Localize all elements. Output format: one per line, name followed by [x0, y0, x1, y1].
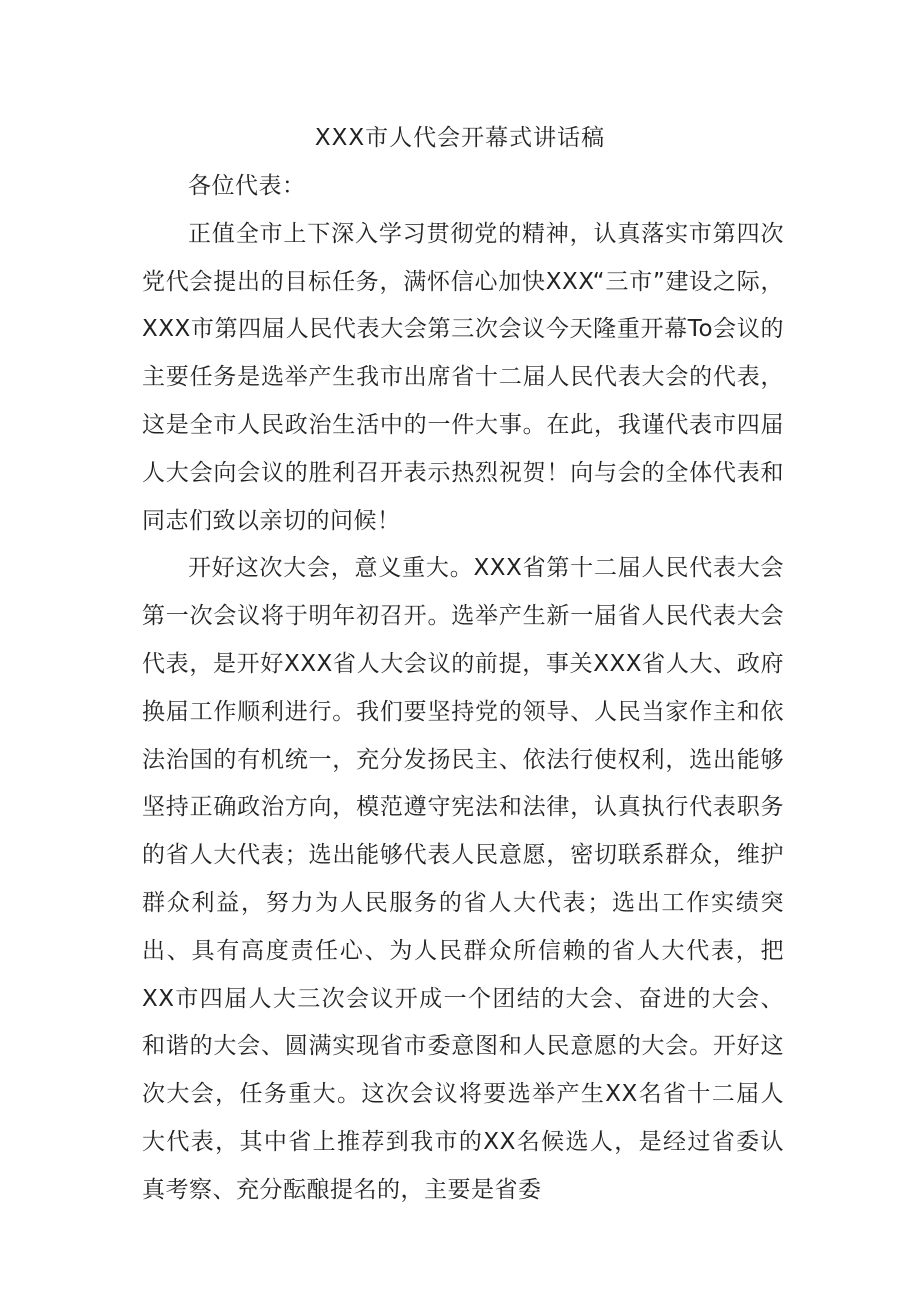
salutation: 各位代表： [188, 173, 306, 199]
paragraph-1: 正值全市上下深入学习贯彻党的精神，认真落实市第四次党代会提出的目标任务，满怀信心加快XXX“三市”建设之际，XXX市第四届人民代表大会第三次会议今天隆重开幕To会议的主要任务是选举产生我市出席省十二届人民代表大会的代表，这是全市人民政治生活中的一件大事。在此，我谨代表市四届人大会向会议的胜利召开表示热烈祝贺！向与会的全体代表和同志们致以亲切的问候！ [142, 220, 784, 534]
document-body [142, 163, 784, 1215]
paragraph-2: 开好这次大会，意义重大。XXX省第十二届人民代表大会第一次会议将于明年初召开。选举产生新一届省人民代表大会代表，是开好XXX省人大会议的前提，事关XXX省人大、政府换届工作顺利进行。我们要坚持党的领导、人民当家作主和依法治国的有机统一，充分发扬民主、依法行使权利，选出能够坚持正确政治方向，模范遵守宪法和法律，认真执行代表职务的省人大代表；选出能够代表人民意愿，密切联系群众，维护群众利益，努力为人民服务的省人大代表；选出工作实绩突出、具有高度责任心、为人民群众所信赖的省人大代表，把XX市四届人大三次会议开成一个团结的大会、奋进的大会、和谐的大会、圆满实现省市委意图和人民意愿的大会。开好这次大会，任务重大。这次会议将要选举产生XX名省十二届人大代表，其中省上推荐到我市的XX名候选人，是经过省委认真考察、充分酝酿提名的，主要是省委 [142, 555, 784, 1203]
document-title: XXX市人代会开幕式讲话稿 [314, 125, 606, 151]
